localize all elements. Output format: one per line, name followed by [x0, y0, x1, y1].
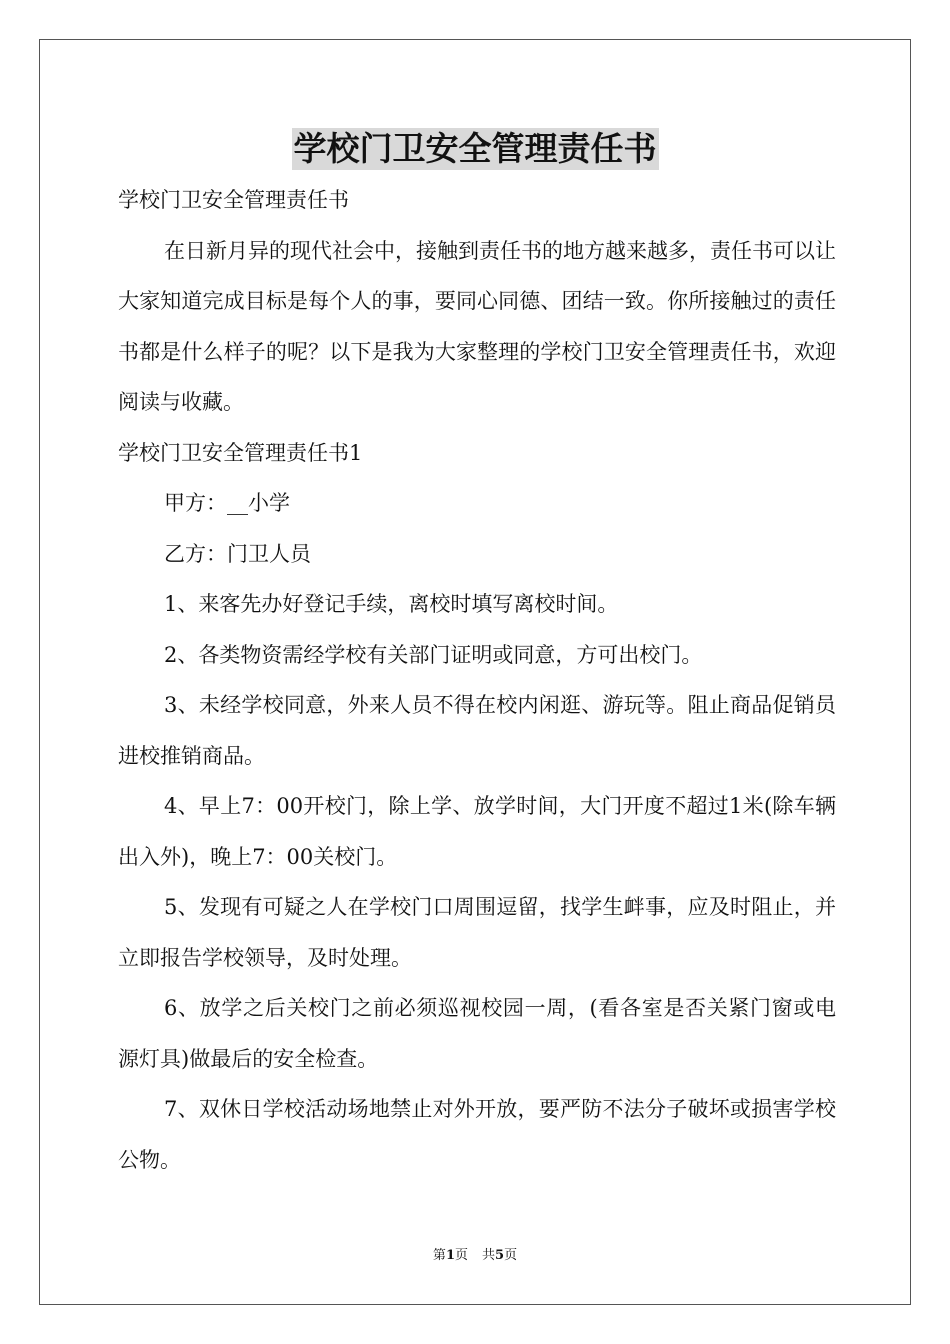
- total-pages: 5: [495, 1248, 505, 1263]
- party-a: 甲方：__小学: [164, 491, 290, 515]
- total-prefix: 共: [482, 1248, 496, 1263]
- document-subtitle: 学校门卫安全管理责任书: [118, 188, 349, 212]
- rule-item-2: 2、各类物资需经学校有关部门证明或同意，方可出校门。: [164, 642, 703, 667]
- rule-item-1: 1、来客先办好登记手续，离校时填写离校时间。: [164, 592, 619, 616]
- party-b: 乙方：门卫人员: [164, 541, 311, 566]
- intro-paragraph: 在日新月异的现代社会中，接触到责任书的地方越来越多，责任书可以让大家知道完成目标是每个人的事，要同心同德、团结一致。你所接触过的责任书都是什么样子的呢？以下是我为大家整理的学校门卫安全管理责任书，欢迎阅读与收藏。: [118, 238, 836, 414]
- rule-item-7: 7、双休日学校活动场地禁止对外开放，要严防不法分子破坏或损害学校公物。: [118, 1097, 836, 1172]
- rule-item-3: 3、未经学校同意，外来人员不得在校内闲逛、游玩等。阻止商品促销员进校推销商品。: [118, 693, 836, 768]
- section-title: 学校门卫安全管理责任书1: [118, 440, 363, 465]
- rule-item-6: 6、放学之后关校门之前必须巡视校园一周，(看各室是否关紧门窗或电源灯具)做最后的安全检查。: [118, 996, 836, 1071]
- rule-item-5: 5、发现有可疑之人在学校门口周围逗留，找学生衅事，应及时阻止，并立即报告学校领导，及时处理。: [118, 895, 836, 970]
- rule-item-4: 4、早上7：00开校门，除上学、放学时间，大门开度不超过1米(除车辆出入外)，晚上7：00关校门。: [118, 794, 836, 869]
- page-prefix: 第: [432, 1248, 446, 1263]
- page-suffix: 页: [454, 1248, 468, 1263]
- page-number: 1: [445, 1248, 455, 1263]
- document-title: 学校门卫安全管理责任书: [293, 129, 657, 168]
- total-suffix: 页: [504, 1248, 518, 1263]
- document-body: [118, 175, 836, 1185]
- title-container: [0, 128, 950, 170]
- page-footer: [0, 1246, 950, 1266]
